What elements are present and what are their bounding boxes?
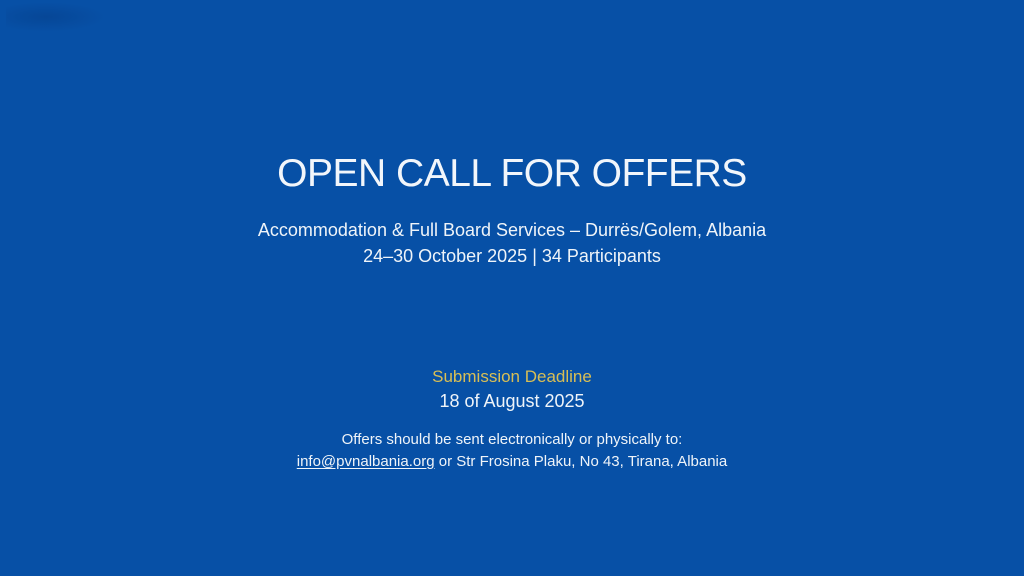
contact-intro: Offers should be sent electronically or physically to: (341, 431, 683, 448)
contact-details-line (0, 451, 1024, 473)
subtitle-line-services: Accommodation & Full Board Services – Durrës/Golem, Albania (257, 220, 767, 240)
slide-title: OPEN CALL FOR OFFERS (277, 152, 747, 195)
contact-section (0, 429, 1024, 473)
slide-subtitle (0, 217, 1024, 269)
contact-email-link[interactable]: info@pvnalbania.org (296, 453, 435, 470)
subtitle-line-dates-participants: 24–30 October 2025 | 34 Participants (363, 246, 661, 266)
deadline-date: 18 of August 2025 (439, 391, 585, 411)
deadline-label: Submission Deadline (432, 367, 592, 386)
deadline-section (0, 364, 1024, 414)
contact-address: or Str Frosina Plaku, No 43, Tirana, Albania (434, 453, 728, 470)
corner-shade-artifact (6, 2, 106, 32)
